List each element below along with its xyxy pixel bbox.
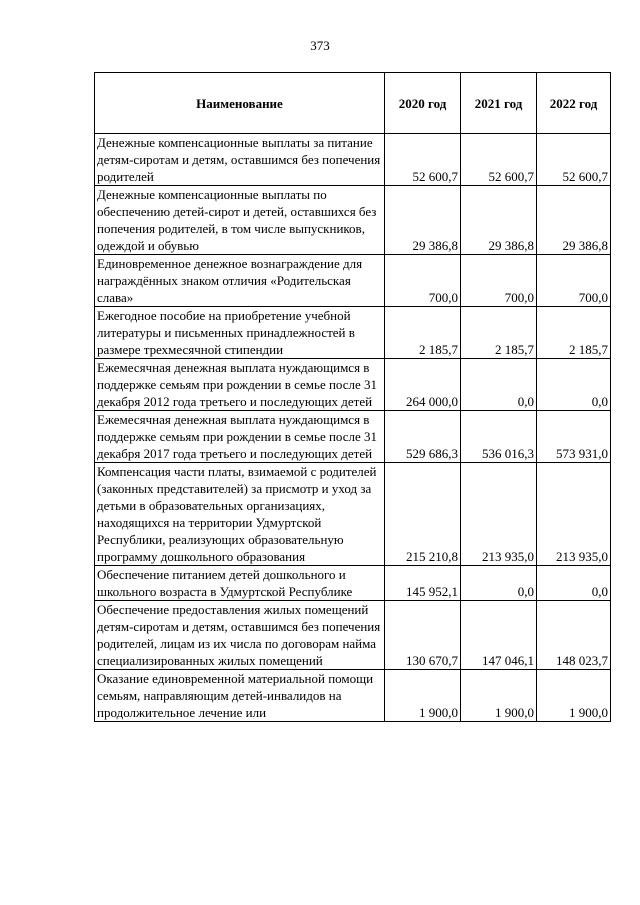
- row-name: Компенсация части платы, взимаемой с родителей (законных представителей) за присмотр и уход за детьми в образовательных организациях, находящихся на территории Удмуртской Республики, реализующих образовательную программу дошкольного образования: [95, 463, 385, 566]
- value-2022: 29 386,8: [537, 186, 611, 255]
- value-2020: 264 000,0: [385, 359, 461, 411]
- value-2022: 0,0: [537, 566, 611, 601]
- value-2020: 145 952,1: [385, 566, 461, 601]
- page-number: 373: [310, 38, 330, 53]
- value-2020: 130 670,7: [385, 601, 461, 670]
- table-row: [95, 307, 611, 359]
- value-2021: 700,0: [461, 255, 537, 307]
- row-name: Оказание единовременной материальной помощи семьям, направляющим детей-инвалидов на продолжительное лечение или: [95, 670, 385, 722]
- value-2021: 1 900,0: [461, 670, 537, 722]
- value-2022: 0,0: [537, 359, 611, 411]
- value-2022: 700,0: [537, 255, 611, 307]
- row-name: Ежемесячная денежная выплата нуждающимся в поддержке семьям при рождении в семье после 31 декабря 2017 года третьего и последующих детей: [95, 411, 385, 463]
- value-2021: 0,0: [461, 359, 537, 411]
- value-2021: 213 935,0: [461, 463, 537, 566]
- budget-table: [94, 72, 611, 722]
- value-2022: 148 023,7: [537, 601, 611, 670]
- value-2020: 1 900,0: [385, 670, 461, 722]
- value-2022: 2 185,7: [537, 307, 611, 359]
- value-2021: 536 016,3: [461, 411, 537, 463]
- header-name: Наименование: [95, 73, 385, 134]
- value-2020: 700,0: [385, 255, 461, 307]
- value-2021: 147 046,1: [461, 601, 537, 670]
- value-2022: 52 600,7: [537, 134, 611, 186]
- table-row: [95, 411, 611, 463]
- table-row: [95, 463, 611, 566]
- value-2021: 0,0: [461, 566, 537, 601]
- value-2022: 213 935,0: [537, 463, 611, 566]
- table-row: [95, 255, 611, 307]
- value-2021: 52 600,7: [461, 134, 537, 186]
- row-name: Ежегодное пособие на приобретение учебной литературы и письменных принадлежностей в размере трехмесячной стипендии: [95, 307, 385, 359]
- header-2020: 2020 год: [385, 73, 461, 134]
- table-row: [95, 134, 611, 186]
- table-header-row: [95, 73, 611, 134]
- value-2022: 573 931,0: [537, 411, 611, 463]
- table-row: [95, 186, 611, 255]
- value-2020: 52 600,7: [385, 134, 461, 186]
- row-name: Денежные компенсационные выплаты за питание детям-сиротам и детям, оставшимся без попечения родителей: [95, 134, 385, 186]
- header-2022: 2022 год: [537, 73, 611, 134]
- table-row: [95, 601, 611, 670]
- table-row: [95, 566, 611, 601]
- header-2021: 2021 год: [461, 73, 537, 134]
- value-2021: 2 185,7: [461, 307, 537, 359]
- row-name: Денежные компенсационные выплаты по обеспечению детей-сирот и детей, оставшихся без попечения родителей, в том числе выпускников, одеждой и обувью: [95, 186, 385, 255]
- row-name: Обеспечение предоставления жилых помещений детям-сиротам и детям, оставшимся без попечения родителей, лицам из их числа по договорам найма специализированных жилых помещений: [95, 601, 385, 670]
- value-2020: 2 185,7: [385, 307, 461, 359]
- value-2022: 1 900,0: [537, 670, 611, 722]
- value-2020: 215 210,8: [385, 463, 461, 566]
- table-row: [95, 670, 611, 722]
- row-name: Единовременное денежное вознаграждение для награждённых знаком отличия «Родительская слава»: [95, 255, 385, 307]
- value-2020: 529 686,3: [385, 411, 461, 463]
- table-row: [95, 359, 611, 411]
- value-2021: 29 386,8: [461, 186, 537, 255]
- value-2020: 29 386,8: [385, 186, 461, 255]
- row-name: Обеспечение питанием детей дошкольного и школьного возраста в Удмуртской Республике: [95, 566, 385, 601]
- row-name: Ежемесячная денежная выплата нуждающимся в поддержке семьям при рождении в семье после 31 декабря 2012 года третьего и последующих детей: [95, 359, 385, 411]
